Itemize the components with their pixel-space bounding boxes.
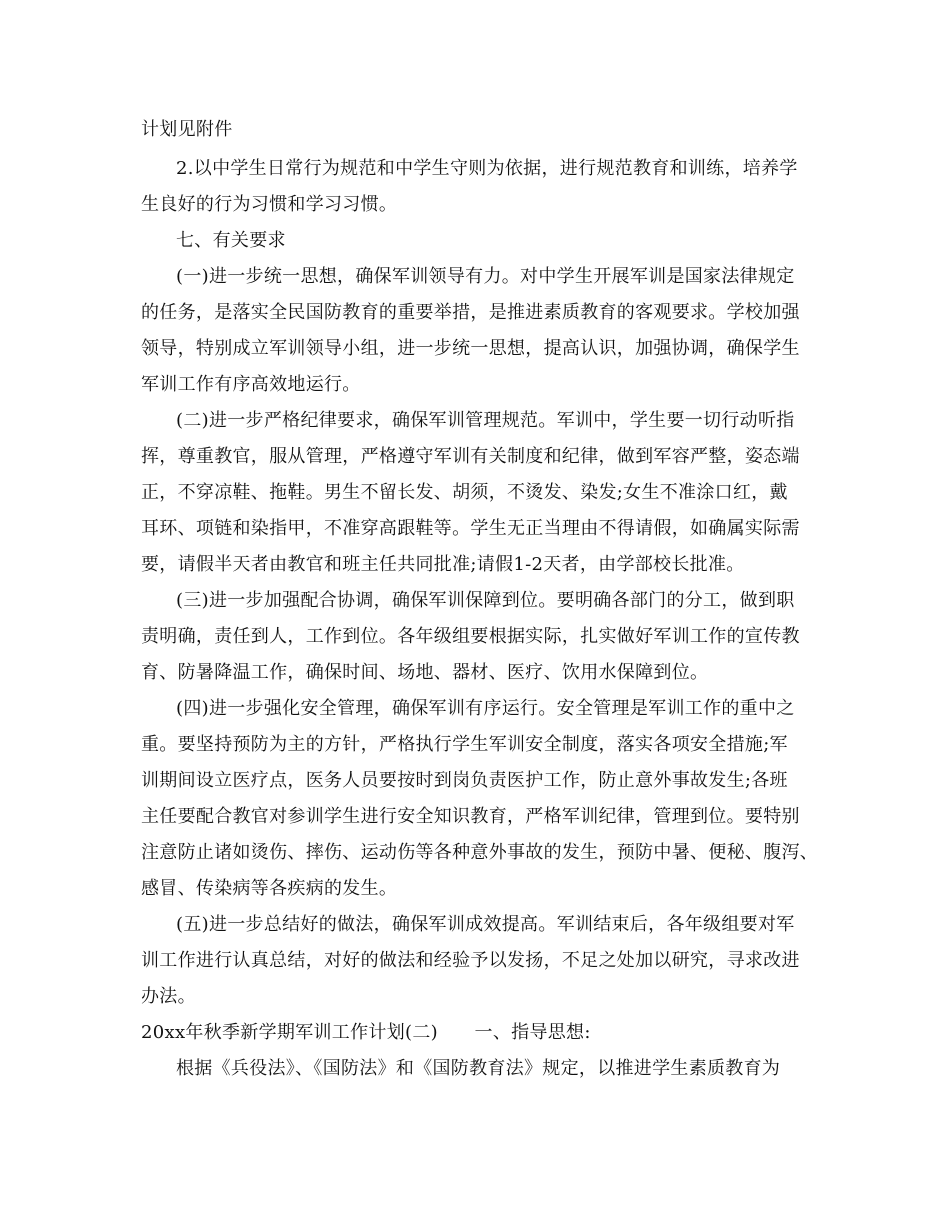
text-line: 的任务，是落实全民国防教育的重要举措，是推进素质教育的客观要求。学校加强 <box>141 302 800 323</box>
text-line: 计划见附件 <box>141 119 233 140</box>
text-line: 责明确，责任到人，工作到位。各年级组要根据实际，扎实做好军训工作的宣传教 <box>141 626 800 647</box>
text-line: 军训工作有序高效地运行。 <box>141 374 361 395</box>
text-line: 训期间设立医疗点，医务人员要按时到岗负责医护工作，防止意外事故发生;各班 <box>141 770 788 791</box>
text-line: 要，请假半天者由教官和班主任共同批准;请假1-2天者，由学部校长批准。 <box>141 554 745 575</box>
text-line: (三)进一步加强配合协调，确保军训保障到位。要明确各部门的分工，做到职 <box>176 590 795 611</box>
text-line: (五)进一步总结好的做法，确保军训成效提高。军训结束后，各年级组要对军 <box>176 914 795 935</box>
text-line: 领导，特别成立军训领导小组，进一步统一思想，提高认识，加强协调，确保学生 <box>141 338 800 359</box>
text-line: 2.以中学生日常行为规范和中学生守则为依据，进行规范教育和训练，培养学 <box>176 158 798 179</box>
text-line: 重。要坚持预防为主的方针，严格执行学生军训安全制度，落实各项安全措施;军 <box>141 734 788 755</box>
text-line: 办法。 <box>141 986 196 1007</box>
text-line: 耳环、项链和染指甲，不准穿高跟鞋等。学生无正当理由不得请假，如确属实际需 <box>141 518 800 539</box>
section-heading: 七、有关要求 <box>176 230 286 251</box>
text-line: (二)进一步严格纪律要求，确保军训管理规范。军训中，学生要一切行动听指 <box>176 410 795 431</box>
heading-line: 20xx年秋季新学期军训工作计划(二) 一、指导思想: <box>141 1022 591 1043</box>
text-line: (一)进一步统一思想，确保军训领导有力。对中学生开展军训是国家法律规定 <box>176 266 795 287</box>
text-line: 根据《兵役法》、《国防法》和《国防教育法》规定，以推进学生素质教育为 <box>176 1058 781 1079</box>
text-line: 训工作进行认真总结，对好的做法和经验予以发扬，不足之处加以研究，寻求改进 <box>141 950 800 971</box>
text-line: (四)进一步强化安全管理，确保军训有序运行。安全管理是军训工作的重中之 <box>176 698 795 719</box>
text-line: 注意防止诸如烫伤、摔伤、运动伤等各种意外事故的发生，预防中暑、便秘、腹泻、 <box>141 842 819 863</box>
text-line: 感冒、传染病等各疾病的发生。 <box>141 878 398 899</box>
text-line: 育、防暑降温工作，确保时间、场地、器材、医疗、饮用水保障到位。 <box>141 662 709 683</box>
text-line: 主任要配合教官对参训学生进行安全知识教育，严格军训纪律，管理到位。要特别 <box>141 806 800 827</box>
text-line: 生良好的行为习惯和学习习惯。 <box>141 194 398 215</box>
text-line: 正，不穿凉鞋、拖鞋。男生不留长发、胡须，不烫发、染发;女生不准涂口红，戴 <box>141 482 788 503</box>
text-line: 挥，尊重教官，服从管理，严格遵守军训有关制度和纪律，做到军容严整，姿态端 <box>141 446 800 467</box>
